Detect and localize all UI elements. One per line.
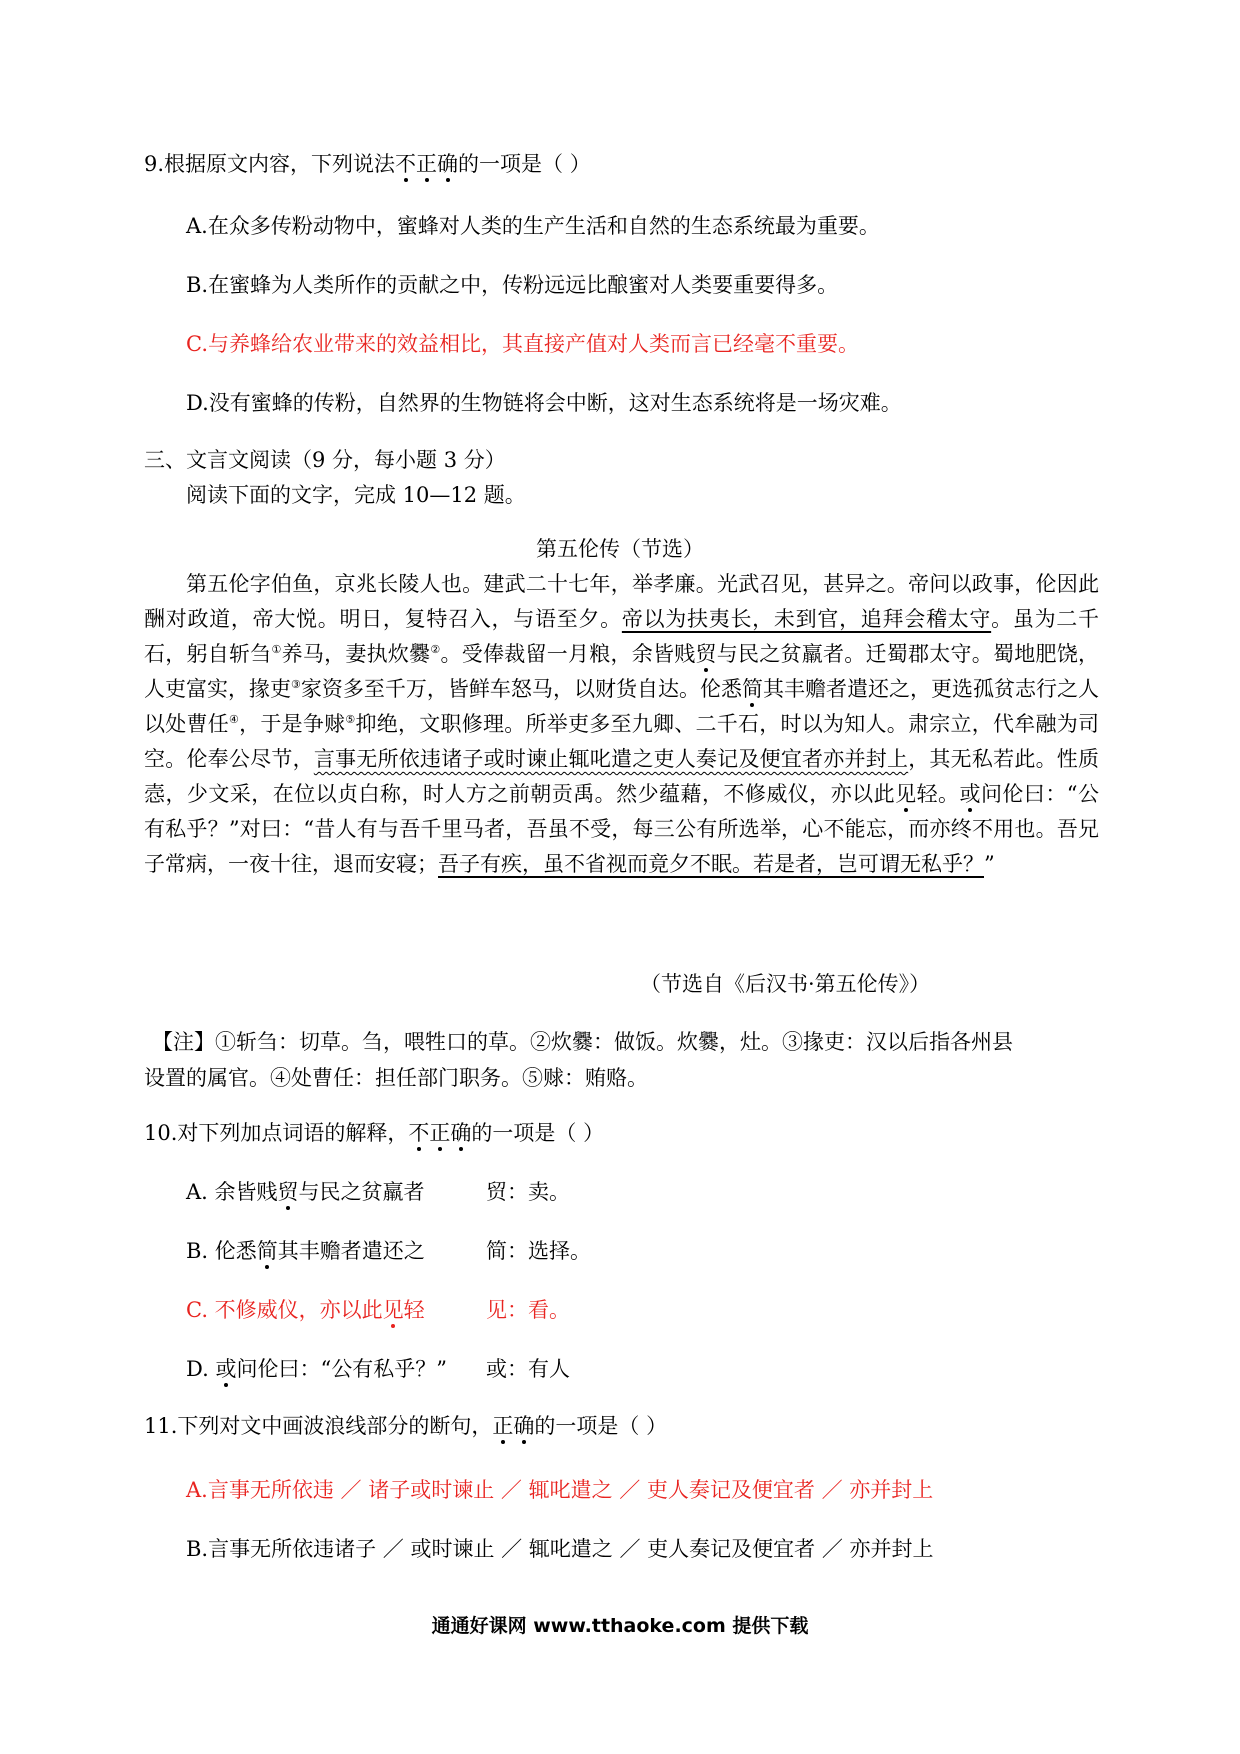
gloss: 简：选择。 <box>486 1239 591 1263</box>
gloss: 或：有人 <box>486 1357 570 1381</box>
passage-body: 第五伦字伯鱼，京兆长陵人也。建武二十七年，举孝廉。光武召见，甚异之。帝问以政事，伦因此酬对政道，帝大悦。明日，复特召入，与语至夕。帝以为扶夷长，未到官，追拜会稽太守。虽为二千石，躬自斩刍①养马，妻执炊爨②。受俸裁留一月粮，余皆贱贸与民之贫羸者。迁蜀郡太守。蜀地肥饶，人吏富实，掾吏③家资多至千万，皆鲜车怒马，以财货自达。伦悉简其丰赡者遣还之，更选孤贫志行之人以处曹任④，于是争赇⑤抑绝，文职修理。所举吏多至九卿、二千石，时以为知人。肃宗立，代牟融为司空。伦奉公尽节，言事无所依违诸子或时谏止辄叱遣之吏人奏记及便宜者亦并封上，其无私若此。性质悫，少文采，在位以贞白称，时人方之前朝贡禹。然少蕴藉，不修威仪，亦以此见轻。或问伦曰：“公有私乎？”对曰：“昔人有与吾千里马者，吾虽不受，每三公有所选举，心不能忘，而亦终不用也。吾兄子常病，一夜十往，退而安寝；吾子有疾，虽不省视而竟夕不眠。若是者，岂可谓无私乎？” <box>144 572 1100 876</box>
emphasis-char: 不 <box>408 1121 430 1145</box>
passage-notes-line-2: 设置的属官。④处曹任：担任部门职务。⑤赇：贿赂。 <box>144 1066 648 1090</box>
emphasis-char: 确 <box>513 1414 535 1438</box>
emphasis-char: 不 <box>395 152 417 176</box>
q9-stem <box>144 150 591 178</box>
underlined-sentence-1: 帝以为扶夷长，未到官，追拜会稽太守 <box>621 607 992 631</box>
q9-option-d: D.没有蜜蜂的传粉，自然界的生物链将会中断，这对生态系统将是一场灾难。 <box>186 391 902 415</box>
q10-option-b: B. 伦悉简其丰赡者遣还之 简：选择。 <box>186 1239 591 1263</box>
q11-stem-tail: 的一项是（ ） <box>534 1414 668 1438</box>
emphasis-char: 确 <box>437 152 459 176</box>
q10-stem <box>144 1119 604 1147</box>
q9-stem-text: 9.根据原文内容，下列说法 <box>144 152 396 176</box>
emphasis-char: 简 <box>256 1239 278 1263</box>
q10-option-c-answer: C. 不修威仪，亦以此见轻 见：看。 <box>186 1298 570 1322</box>
section-heading: 三、文言文阅读（9 分，每小题 3 分） <box>144 448 506 472</box>
emphasis-char: 见 <box>895 782 917 806</box>
passage-notes-line-1: 【注】①斩刍：切草。刍，喂牲口的草。②炊爨：做饭。炊爨，灶。③掾吏：汉以后指各州县 <box>152 1030 1013 1054</box>
q9-option-a: A.在众多传粉动物中，蜜蜂对人类的生产生活和自然的生态系统最为重要。 <box>186 214 880 238</box>
q10-stem-tail: 的一项是（ ） <box>471 1121 605 1145</box>
emphasis-char: 见 <box>382 1298 404 1322</box>
note-marker: ④ <box>229 713 240 726</box>
q9-option-b: B.在蜜蜂为人类所作的贡献之中，传粉远远比酿蜜对人类要重要得多。 <box>186 273 839 297</box>
note-marker: ② <box>430 643 441 656</box>
note-marker: ③ <box>291 678 301 691</box>
underlined-sentence-2: 吾子有疾，虽不省视而竟夕不眠。若是者，岂可谓无私乎？ <box>438 852 984 876</box>
emphasis-char: 贸 <box>277 1180 299 1204</box>
passage-source: （节选自《后汉书·第五伦传》） <box>640 972 931 996</box>
emphasis-char: 确 <box>450 1121 472 1145</box>
emphasis-char: 正 <box>492 1414 514 1438</box>
emphasis-char: 简 <box>741 677 763 701</box>
emphasis-char: 或 <box>215 1357 237 1381</box>
note-marker: ① <box>271 643 282 656</box>
q10-option-a: A. 余皆贱贸与民之贫羸者 贸：卖。 <box>186 1180 570 1204</box>
q11-stem <box>144 1412 667 1440</box>
emphasis-char: 正 <box>429 1121 451 1145</box>
note-marker: ⑤ <box>345 713 356 726</box>
page-footer: 通通好课网 www.tthaoke.com 提供下载 <box>431 1615 809 1637</box>
q11-option-b: B.言事无所依违诸子 ／ 或时谏止 ／ 辄叱遣之 ／ 吏人奏记及便宜者 ／ 亦并封上 <box>186 1537 934 1561</box>
section-instruction: 阅读下面的文字，完成 10—12 题。 <box>186 483 526 507</box>
q9-stem-tail: 的一项是（ ） <box>458 152 591 176</box>
wavy-underlined-sentence: 言事无所依违诸子或时谏止辄叱遣之吏人奏记及便宜者亦并封上 <box>313 747 909 771</box>
q9-option-c-answer: C.与养蜂给农业带来的效益相比，其直接产值对人类而言已经毫不重要。 <box>186 332 859 356</box>
q10-stem-text: 10.对下列加点词语的解释， <box>144 1121 409 1145</box>
emphasis-char: 或 <box>959 782 981 806</box>
emphasis-char: 正 <box>416 152 438 176</box>
q10-option-d: D. 或问伦曰：“公有私乎？” 或：有人 <box>186 1357 570 1381</box>
q11-stem-text: 11.下列对文中画波浪线部分的断句， <box>144 1414 493 1438</box>
emphasis-char: 贸 <box>695 642 717 666</box>
gloss: 贸：卖。 <box>486 1180 570 1204</box>
passage-title: 第五伦传（节选） <box>536 537 704 561</box>
q11-option-a-answer: A.言事无所依违 ／ 诸子或时谏止 ／ 辄叱遣之 ／ 吏人奏记及便宜者 ／ 亦并封上 <box>186 1478 934 1502</box>
gloss: 见：看。 <box>486 1298 570 1322</box>
